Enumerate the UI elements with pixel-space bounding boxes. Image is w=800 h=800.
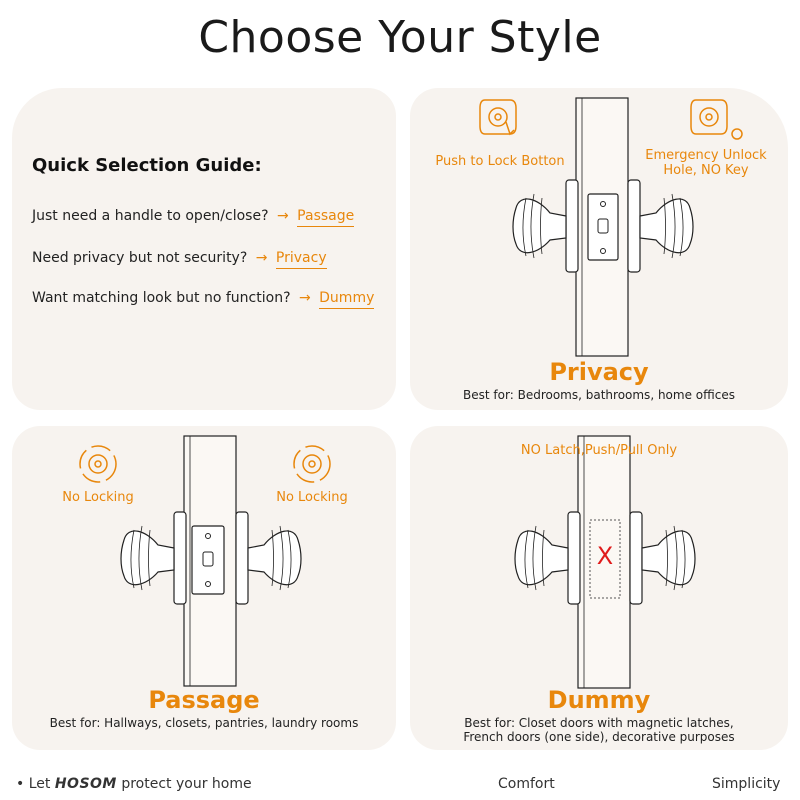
guide-row-passage [32, 208, 354, 224]
passage-title: Passage [148, 686, 260, 714]
privacy-title: Privacy [549, 358, 649, 386]
emergency-unlock-line2: Hole, NO Key [663, 163, 749, 178]
footer-comfort: Comfort [498, 776, 555, 792]
guide-question: Want matching look but no function? [32, 290, 291, 306]
footer-simplicity: Simplicity [712, 776, 781, 792]
footer-tagline: protect your home [121, 776, 252, 792]
dummy-best-for-line2: French doors (one side), decorative purposes [463, 730, 735, 744]
footer-brand-line [16, 776, 252, 792]
dummy-best-for-line1: Best for: Closet doors with magnetic latches, [464, 716, 734, 730]
rotate-knob-icon [80, 446, 116, 482]
guide-link-dummy[interactable]: Dummy [319, 290, 374, 309]
guide-question: Just need a handle to open/close? [32, 208, 269, 224]
guide-heading: Quick Selection Guide: [32, 155, 262, 176]
emergency-unlock-line1: Emergency Unlock [645, 148, 767, 163]
arrow-icon: → [255, 250, 268, 266]
guide-link-privacy[interactable]: Privacy [276, 250, 327, 269]
passage-best-for: Best for: Hallways, closets, pantries, laundry rooms [49, 716, 359, 730]
no-locking-left-label: No Locking [62, 490, 134, 505]
dummy-title: Dummy [547, 686, 651, 714]
no-latch-label: NO Latch,Push/Pull Only [520, 443, 678, 458]
no-latch-x-mark: X [596, 542, 614, 570]
guide-row-dummy [32, 290, 374, 306]
privacy-best-for: Best for: Bedrooms, bathrooms, home offices [463, 388, 735, 402]
guide-row-privacy [32, 250, 327, 266]
push-to-lock-label: Push to Lock Botton [435, 154, 565, 169]
arrow-icon: → [276, 208, 289, 224]
push-lock-rosette-icon [480, 100, 516, 134]
dummy-best-for [410, 716, 788, 744]
footer-let: Let [28, 776, 51, 792]
emergency-rosette-icon [691, 100, 742, 139]
page-title: Choose Your Style [198, 12, 602, 63]
no-locking-right-label: No Locking [276, 490, 348, 505]
quick-selection-card [12, 88, 396, 410]
guide-question: Need privacy but not security? [32, 250, 248, 266]
emergency-unlock-label [636, 148, 776, 178]
brand-logo: HOSOM [54, 776, 117, 792]
guide-link-passage[interactable]: Passage [297, 208, 354, 227]
arrow-icon: → [298, 290, 311, 306]
footer-bullet: • [16, 776, 25, 792]
rotate-knob-icon [294, 446, 330, 482]
